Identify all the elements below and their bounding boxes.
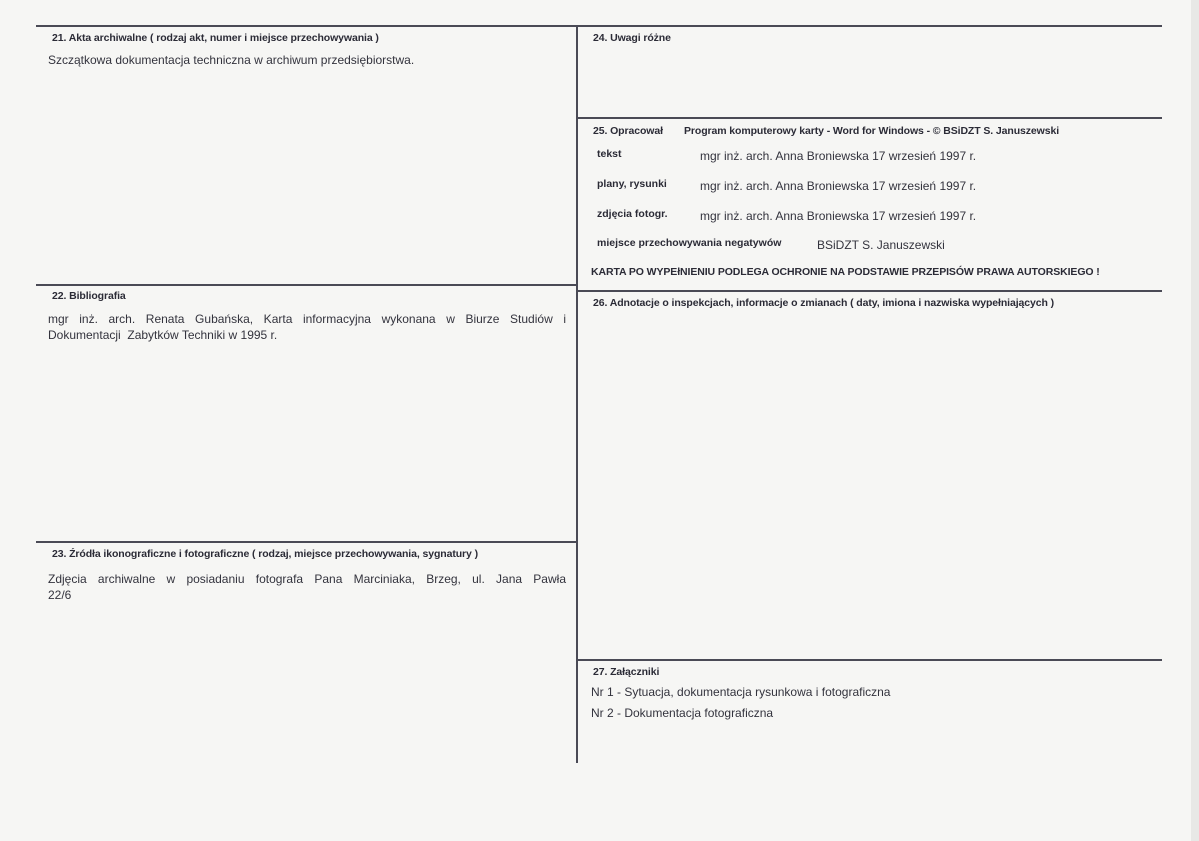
section-22-line-2: Dokumentacji Zabytków Techniki w 1995 r. (48, 328, 278, 342)
section-23-header: 23. Źródła ikonograficzne i fotograficzne ( rodzaj, miejsce przechowywania, sygnatury ) (52, 548, 478, 560)
section-24-header: 24. Uwagi różne (593, 32, 671, 44)
attachment-item: Nr 1 - Sytuacja, dokumentacja rysunkowa i fotograficzna (591, 685, 891, 699)
section-22-line-1: mgr inż. arch. Renata Gubańska, Karta informacyjna wykonana w Biurze Studiów i (48, 312, 566, 326)
section-23-line-1: Zdjęcia archiwalne w posiadaniu fotografa Pana Marciniaka, Brzeg, ul. Jana Pawła (48, 572, 566, 586)
divider-24-25 (578, 117, 1162, 119)
top-border (36, 25, 1162, 27)
author-row-label: zdjęcia fotogr. (597, 208, 668, 220)
author-row-value: mgr inż. arch. Anna Broniewska 17 wrzesień 1997 r. (700, 179, 977, 193)
section-27-header: 27. Załączniki (593, 666, 660, 678)
divider-22-23 (36, 541, 576, 543)
author-row-value: mgr inż. arch. Anna Broniewska 17 wrzesień 1997 r. (700, 209, 977, 223)
divider-21-22 (36, 284, 576, 286)
section-21-header: 21. Akta archiwalne ( rodzaj akt, numer i miejsce przechowywania ) (52, 32, 379, 44)
section-26-header: 26. Adnotacje o inspekcjach, informacje o zmianach ( daty, imiona i nazwiska wypełniających ) (593, 297, 1055, 309)
center-divider (576, 25, 578, 763)
section-21-text: Szczątkowa dokumentacja techniczna w archiwum przedsiębiorstwa. (48, 53, 415, 67)
author-row-label: tekst (597, 148, 622, 160)
divider-26-27 (578, 659, 1162, 661)
negatives-value: BSiDZT S. Januszewski (817, 238, 945, 252)
author-row-label: plany, rysunki (597, 178, 667, 190)
copyright-notice: KARTA PO WYPEłNIENIU PODLEGA OCHRONIE NA PODSTAWIE PRZEPISÓW PRAWA AUTORSKIEGO ! (591, 266, 1100, 278)
section-22-header: 22. Bibliografia (52, 290, 126, 302)
section-25-header: 25. Opracował (593, 125, 663, 137)
attachment-item: Nr 2 - Dokumentacja fotograficzna (591, 706, 774, 720)
divider-25-26 (578, 290, 1162, 292)
section-25-program: Program komputerowy karty - Word for Windows - © BSiDZT S. Januszewski (684, 125, 1060, 137)
author-row-value: mgr inż. arch. Anna Broniewska 17 wrzesień 1997 r. (700, 149, 977, 163)
negatives-label: miejsce przechowywania negatywów (597, 237, 782, 249)
section-23-line-2: 22/6 (48, 588, 72, 602)
